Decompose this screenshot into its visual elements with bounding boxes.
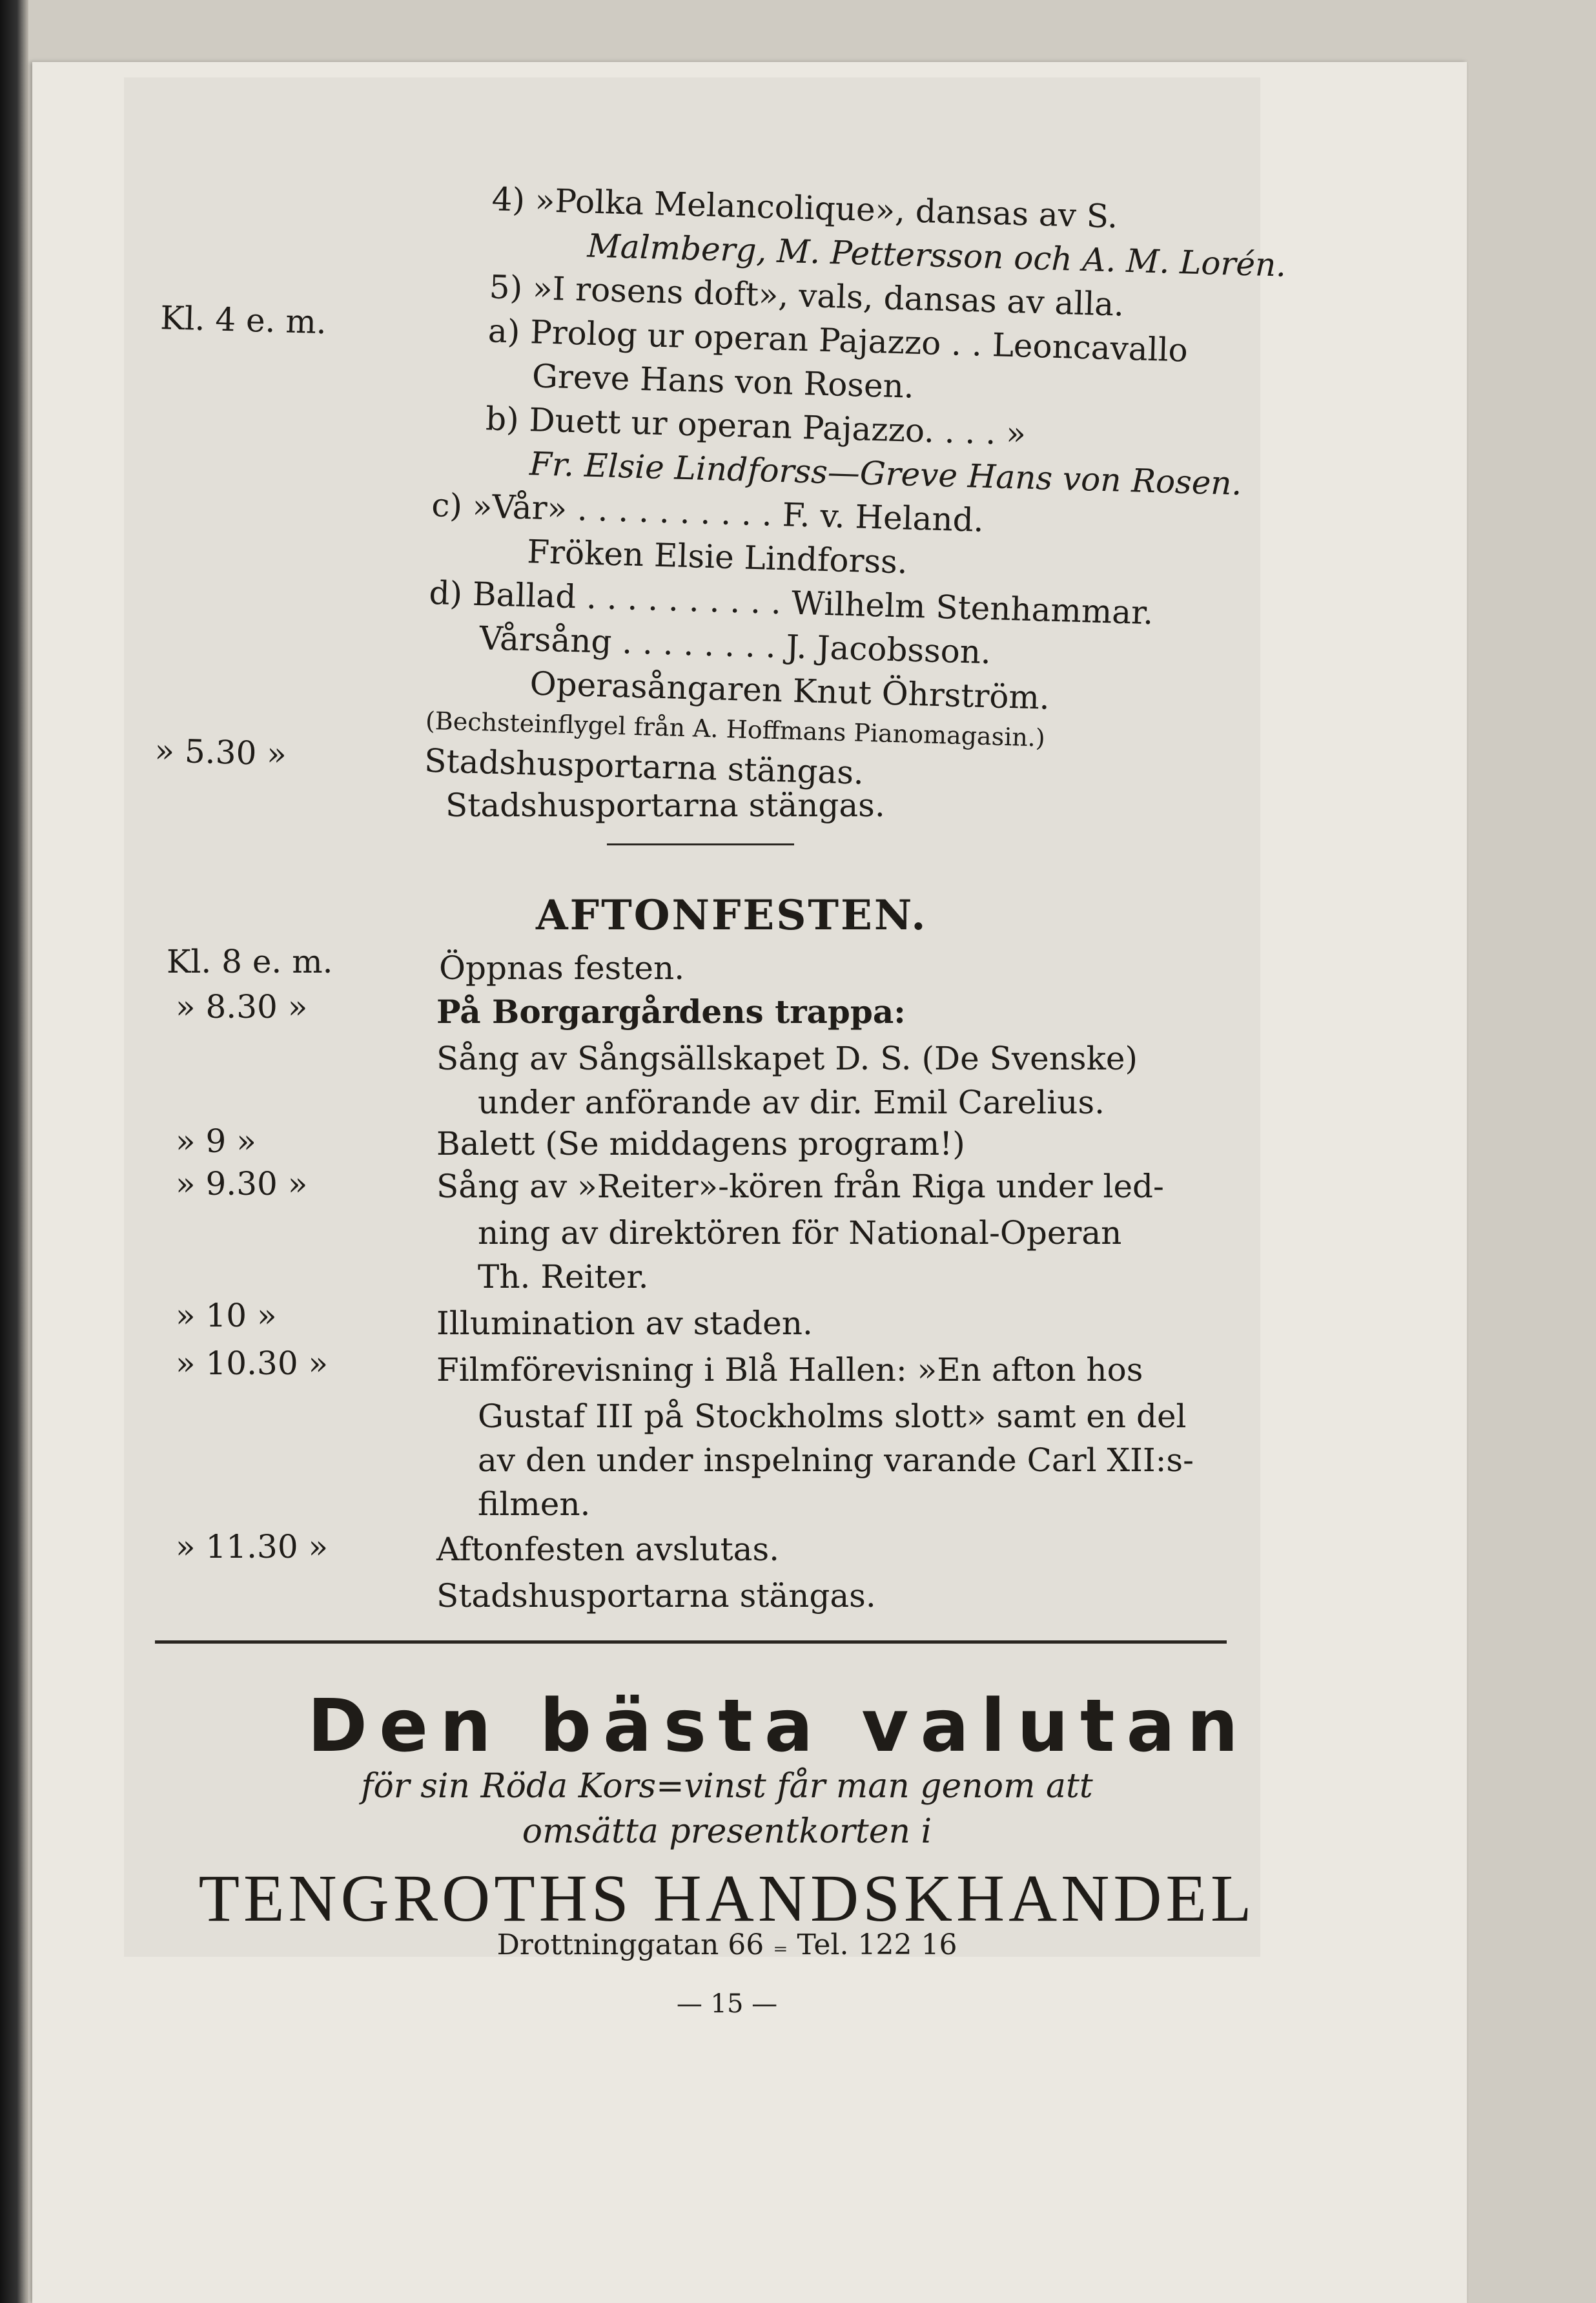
time-label: » 9 » bbox=[176, 1122, 256, 1160]
program-line: På Borgargårdens trappa: bbox=[436, 993, 906, 1031]
section-divider bbox=[607, 843, 794, 845]
advert-company: TENGROTHS HANDSKHANDEL bbox=[198, 1861, 1256, 1936]
program-note: (Bechsteinflygel från A. Hoffmans Pianomagasin.) bbox=[425, 706, 1046, 752]
program-line: a) Prolog ur operan Pajazzo . . Leoncavallo bbox=[487, 312, 1189, 369]
program-line: Fr. Elsie Lindforss—Greve Hans von Rosen. bbox=[529, 445, 1243, 502]
afternoon-program bbox=[0, 0, 1595, 792]
time-label: » 9.30 » bbox=[176, 1165, 308, 1203]
advert-line: omsätta presentkorten i bbox=[522, 1812, 932, 1851]
advert-address: Drottninggatan 66 ₌ Tel. 122 16 bbox=[496, 1928, 957, 1961]
advert-line: för sin Röda Kors=vinst får man genom att bbox=[361, 1767, 1093, 1806]
program-line: Stadshusportarna stängas. bbox=[424, 741, 865, 792]
program-line: under anförande av dir. Emil Carelius. bbox=[478, 1084, 1105, 1121]
program-line: c) »Vår» . . . . . . . . . . F. v. Heland. bbox=[431, 486, 985, 539]
time-label: » 11.30 » bbox=[176, 1528, 329, 1565]
program-line: Balett (Se middagens program!) bbox=[436, 1125, 965, 1162]
program-line: Th. Reiter. bbox=[478, 1258, 649, 1296]
program-line: Operasångaren Knut Öhrström. bbox=[529, 665, 1050, 717]
time-label: » 5.30 » bbox=[154, 732, 287, 773]
program-line: Vårsång . . . . . . . . J. Jacobsson. bbox=[478, 619, 992, 672]
time-label: » 10 » bbox=[176, 1297, 277, 1334]
time-label: » 8.30 » bbox=[176, 988, 308, 1026]
program-line: Stadshusportarna stängas. bbox=[445, 787, 885, 824]
program-line: Malmberg, M. Pettersson och A. M. Lorén. bbox=[586, 227, 1287, 284]
program-line: Sång av Sångsällskapet D. S. (De Svenske) bbox=[436, 1040, 1138, 1077]
time-label: Kl. 8 e. m. bbox=[167, 943, 333, 980]
advert-top-rule bbox=[155, 1640, 1227, 1644]
program-line: Filmförevisning i Blå Hallen: »En afton hos bbox=[436, 1351, 1143, 1389]
advert-headline: Den bästa valutan bbox=[307, 1684, 1250, 1768]
program-line: Illumination av staden. bbox=[436, 1305, 813, 1342]
time-label: Kl. 4 e. m. bbox=[159, 299, 327, 342]
program-line: Öppnas festen. bbox=[439, 949, 685, 987]
program-line: 5) »I rosens doft», vals, dansas av alla. bbox=[489, 268, 1125, 324]
program-line: b) Duett ur operan Pajazzo. . . . » bbox=[485, 400, 1027, 453]
aftonfesten-heading: AFTONFESTEN. bbox=[536, 891, 928, 940]
program-line: Stadshusportarna stängas. bbox=[436, 1577, 876, 1615]
program-line: Aftonfesten avslutas. bbox=[436, 1531, 780, 1568]
program-line: d) Ballad . . . . . . . . . . Wilhelm Stenhammar. bbox=[428, 573, 1154, 632]
program-line: Gustaf III på Stockholms slott» samt en del bbox=[478, 1398, 1187, 1435]
page-number: — 15 — bbox=[676, 1989, 778, 2019]
program-line: filmen. bbox=[478, 1485, 591, 1523]
program-line: Greve Hans von Rosen. bbox=[531, 357, 915, 406]
program-line: Sång av »Reiter»-kören från Riga under led- bbox=[436, 1168, 1164, 1205]
program-line: Fröken Elsie Lindforss. bbox=[526, 533, 908, 581]
program-line: av den under inspelning varande Carl XII:s- bbox=[478, 1441, 1194, 1479]
time-label: » 10.30 » bbox=[176, 1345, 329, 1382]
program-line: 4) »Polka Melancolique», dansas av S. bbox=[491, 180, 1119, 236]
program-line: ning av direktören för National-Operan bbox=[478, 1214, 1122, 1252]
